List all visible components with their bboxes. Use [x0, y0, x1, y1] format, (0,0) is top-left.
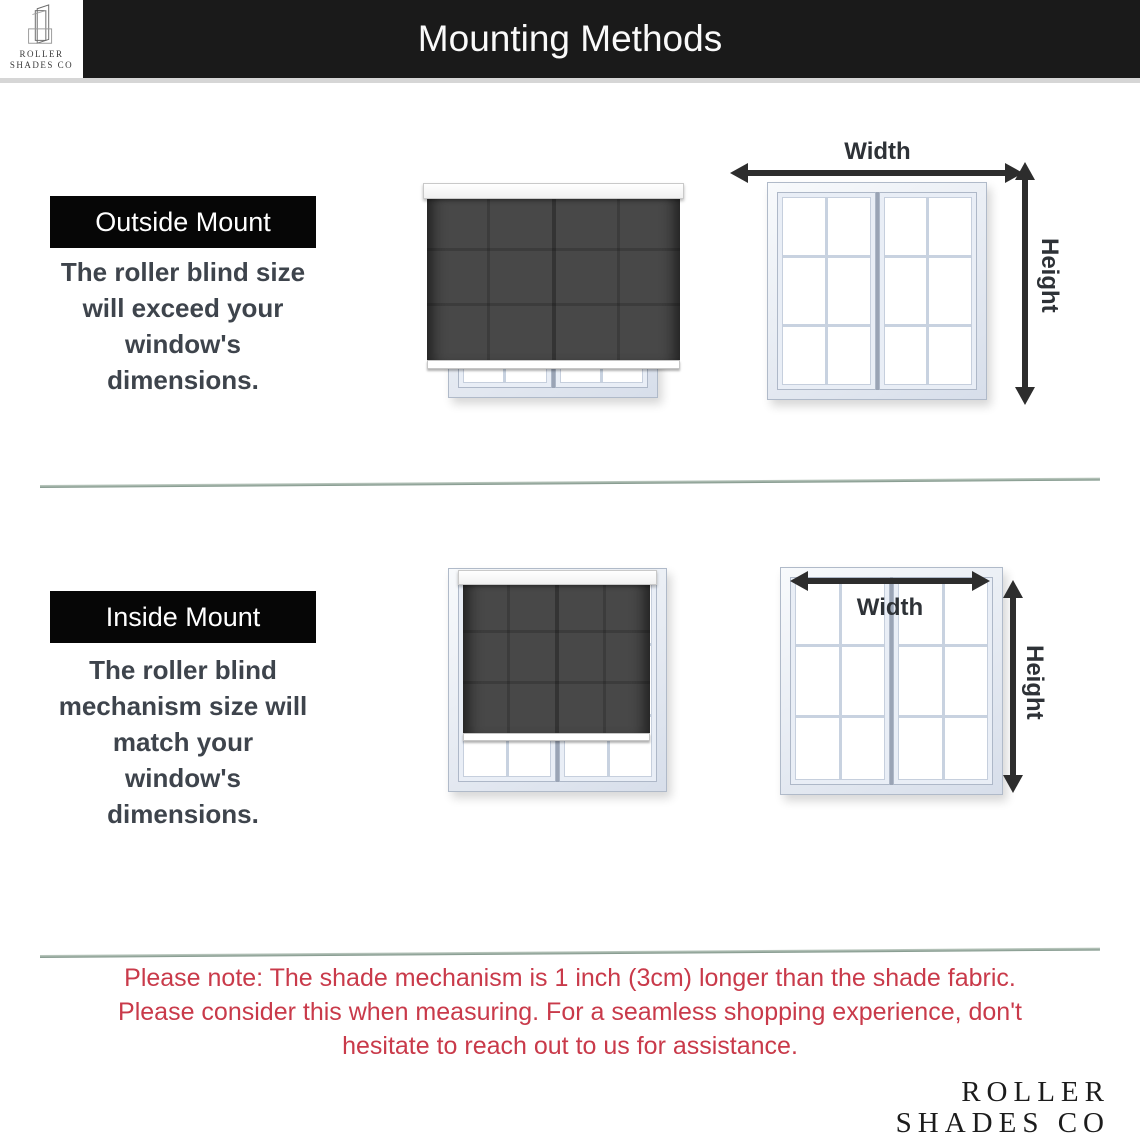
roller-bottom-rail	[463, 733, 650, 741]
logo-text-line2: SHADES CO	[9, 60, 74, 70]
page-title: Mounting Methods	[417, 18, 723, 59]
outside-mount-measured-window	[767, 182, 987, 400]
window-frame	[777, 192, 977, 390]
desc-line: window's	[125, 329, 241, 359]
footer-brand	[896, 1077, 1110, 1139]
logo-text-line1: ROLLER	[19, 49, 64, 59]
footer-brand-line2: SHADES CO	[895, 1107, 1110, 1139]
height-dimension-label: Height	[1021, 645, 1048, 720]
desc-line: match your	[112, 727, 254, 757]
outside-mount-label-text: Outside Mount	[95, 206, 271, 237]
section-divider	[40, 478, 1100, 488]
window-casement	[879, 192, 978, 390]
roller-cassette	[458, 570, 657, 585]
width-dimension-label: Width	[856, 594, 924, 621]
window-casement	[777, 192, 876, 390]
inside-mount-description	[26, 652, 340, 832]
note-line: hesitate to reach out to us for assistance.	[342, 1032, 798, 1060]
width-dimension-label: Width	[844, 138, 911, 165]
header-underline	[0, 78, 1140, 83]
inside-mount-label	[50, 591, 316, 643]
note-line: Please consider this when measuring. For a seamless shopping experience, don't	[118, 998, 1022, 1026]
roller-cassette	[423, 183, 684, 199]
roller-bottom-rail	[427, 360, 680, 369]
measurement-note	[0, 961, 1140, 1063]
height-arrow-icon	[1015, 162, 1035, 405]
desc-line: will exceed your	[82, 293, 284, 323]
width-arrow-icon	[790, 571, 990, 591]
note-line: Please note: The shade mechanism is 1 inch (3cm) longer than the shade fabric.	[124, 964, 1016, 992]
height-dimension-label: Height	[1036, 238, 1063, 313]
inside-mount-label-text: Inside Mount	[105, 601, 261, 632]
outside-mount-label	[50, 196, 316, 248]
footer-brand-line1: ROLLER	[961, 1076, 1110, 1108]
outside-mount-description	[26, 254, 340, 398]
desc-line: The roller blind size	[60, 257, 306, 287]
roller-blind-fabric	[427, 199, 680, 360]
width-arrow-icon	[730, 163, 1023, 183]
desc-line: window's	[125, 763, 241, 793]
desc-line: dimensions.	[107, 365, 259, 395]
desc-line: dimensions.	[107, 799, 259, 829]
section-divider	[40, 948, 1100, 958]
desc-line: mechanism size will	[58, 691, 308, 721]
roller-blind-fabric	[463, 585, 650, 733]
desc-line: The roller blind	[89, 655, 277, 685]
